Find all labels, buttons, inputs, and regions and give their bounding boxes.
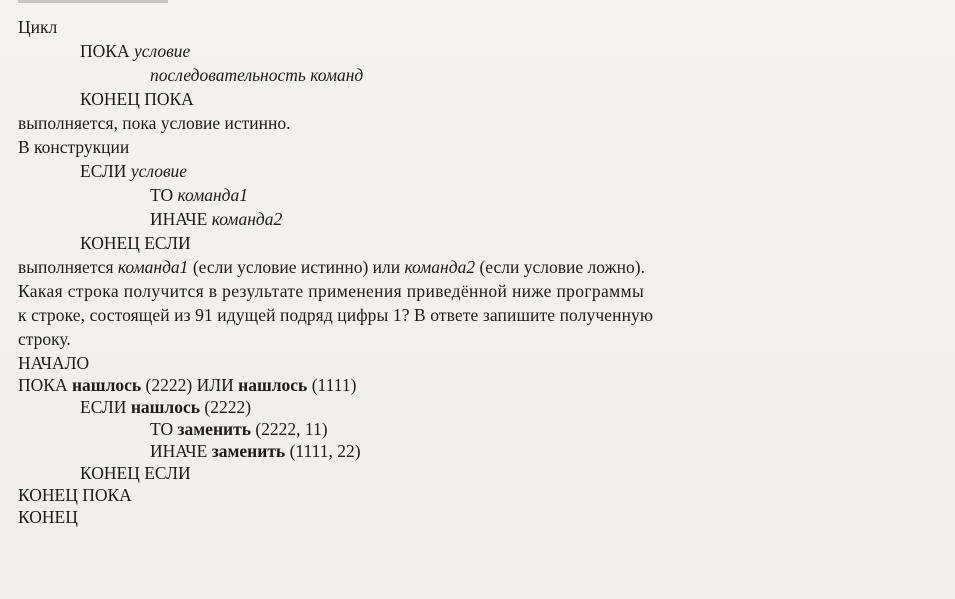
program-line	[18, 374, 356, 396]
question-line	[18, 328, 71, 350]
program-line	[80, 396, 251, 418]
text-span: (если условие истинно) или	[188, 257, 405, 277]
text-line	[80, 40, 190, 62]
keyword: КОНЕЦ	[18, 507, 78, 527]
bold-term: нашлось	[130, 397, 201, 417]
bold-term: заменить	[177, 419, 251, 439]
program-line	[18, 506, 78, 528]
text-span: Какая строка получится в результате применения приведённой ниже программы	[18, 281, 645, 301]
question-line	[18, 280, 644, 302]
text-span: В конструкции	[18, 137, 130, 157]
keyword: ИНАЧЕ	[150, 209, 212, 229]
italic-term: последовательность команд	[150, 65, 364, 85]
keyword: КОНЕЦ ЕСЛИ	[80, 463, 191, 483]
program-line	[150, 440, 361, 462]
bold-term: нашлось	[71, 375, 142, 395]
text-line	[150, 64, 363, 86]
italic-term: команда2	[211, 209, 283, 229]
keyword: ТО	[150, 185, 178, 205]
text-line	[80, 160, 187, 182]
text-line	[150, 208, 282, 230]
keyword: ПОКА	[80, 41, 134, 61]
keyword: КОНЕЦ ПОКА	[18, 485, 132, 505]
keyword: КОНЕЦ ЕСЛИ	[80, 233, 191, 253]
text-line	[18, 136, 129, 158]
text-span: (2222)	[200, 397, 252, 417]
text-line	[80, 88, 194, 110]
text-span: выполняется, пока условие истинно.	[18, 113, 291, 133]
text-span: Цикл	[18, 17, 58, 37]
text-line	[18, 256, 645, 278]
keyword: КОНЕЦ ПОКА	[80, 89, 194, 109]
text-span: строку.	[18, 329, 71, 349]
text-span: (2222, 11)	[250, 419, 328, 439]
keyword: ЕСЛИ	[80, 161, 131, 181]
program-line	[18, 484, 132, 506]
bold-term: нашлось	[238, 375, 308, 395]
keyword: ИНАЧЕ	[150, 441, 212, 461]
program-line	[80, 462, 191, 484]
text-span: (1111)	[307, 375, 357, 395]
text-span: (1111, 22)	[285, 441, 361, 461]
keyword: ТО	[150, 419, 178, 439]
bold-term: заменить	[211, 441, 286, 461]
text-span: выполняется	[18, 257, 118, 277]
program-line	[150, 418, 328, 440]
keyword: НАЧАЛО	[18, 353, 90, 373]
keyword: ЕСЛИ	[80, 397, 131, 417]
text-line	[18, 112, 291, 134]
text-line	[150, 184, 248, 206]
text-line	[80, 232, 191, 254]
italic-term: условие	[133, 41, 191, 61]
text-line	[18, 16, 57, 38]
text-span: (2222) ИЛИ	[141, 375, 239, 395]
italic-term: команда1	[177, 185, 249, 205]
italic-term: команда2	[404, 257, 476, 277]
italic-term: условие	[130, 161, 188, 181]
page-edge-strip	[18, 0, 168, 3]
program-line	[18, 352, 89, 374]
question-line	[18, 304, 653, 326]
text-span: (если условие ложно).	[475, 257, 645, 277]
italic-term: команда1	[117, 257, 189, 277]
keyword: ПОКА	[18, 375, 72, 395]
text-span: к строке, состоящей из 91 идущей подряд цифры 1? В ответе запишите полученную	[18, 305, 654, 325]
